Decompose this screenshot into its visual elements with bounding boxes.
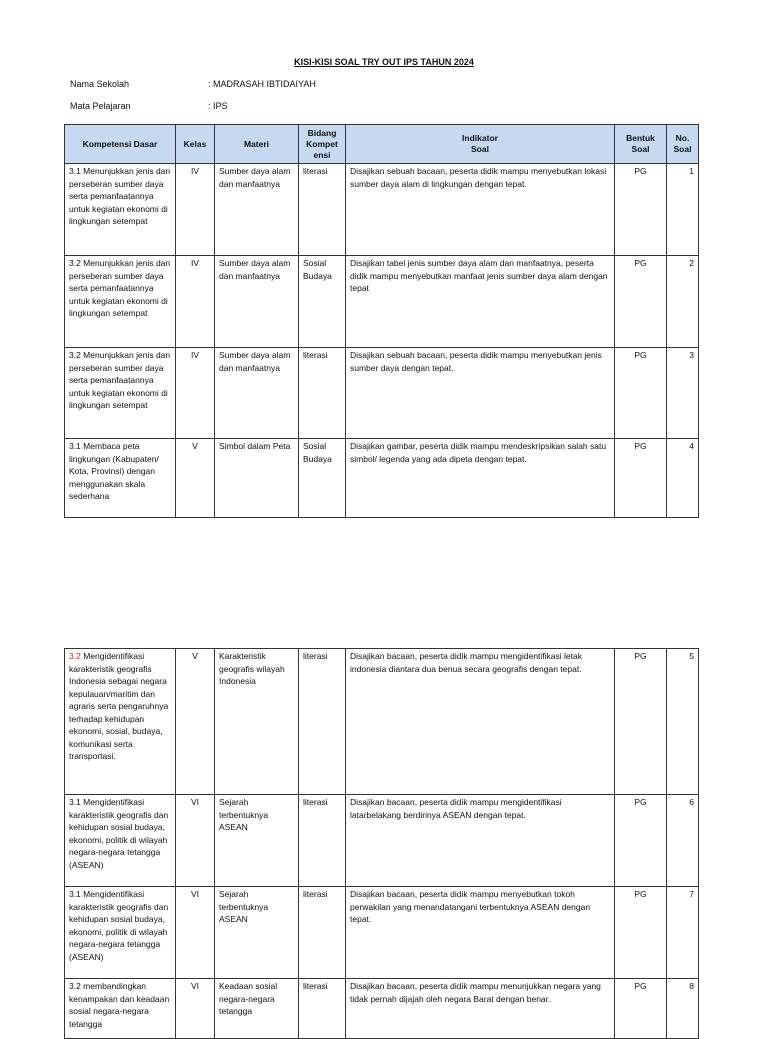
indikator-cell: Disajikan bacaan, peserta didik mampu mengidentifikasi letak indonesia diantara dua benua secara geografis dengan tepat. xyxy=(346,649,615,795)
materi-cell: Sumber daya alam dan manfaatnya xyxy=(215,256,299,348)
kompetensi-dasar-cell xyxy=(65,887,176,979)
bentuk-soal-cell: PG xyxy=(615,979,667,1039)
table-row xyxy=(65,164,699,256)
no-soal-cell: 3 xyxy=(667,348,699,439)
kompetensi-dasar-cell xyxy=(65,979,176,1039)
grid-table-page2 xyxy=(64,648,699,1039)
kelas-cell: IV xyxy=(176,164,215,256)
no-soal-cell: 1 xyxy=(667,164,699,256)
no-soal-cell: 5 xyxy=(667,649,699,795)
indikator-cell: Disajikan bacaan, peserta didik mampu menunjukkan negara yang tidak pernah dijajah oleh negara Barat dengan benar. xyxy=(346,979,615,1039)
table-row xyxy=(65,887,699,979)
kompetensi-dasar-cell xyxy=(65,256,176,348)
kd-text: 3.2 Menunjukkan jenis dan perseberan sumber daya serta pemanfaatannya untuk kegiatan ekonomi di lingkungan setempat xyxy=(69,350,171,410)
table-row xyxy=(65,439,699,518)
indikator-cell: Disajikan bacaan, peserta didik mampu mengidentifikasi latarbelakang berdirinya ASEAN dengan tepat. xyxy=(346,795,615,887)
bidang-cell: Sosial Budaya xyxy=(299,256,346,348)
bentuk-soal-cell: PG xyxy=(615,439,667,518)
document-title: KISI-KISI SOAL TRY OUT IPS TAHUN 2024 xyxy=(294,57,474,67)
bidang-cell: literasi xyxy=(299,795,346,887)
table-header-row xyxy=(65,125,699,164)
indikator-cell: Disajikan gambar, peserta didik mampu mendeskripsikan salah satu simbol/ legenda yang ada dipeta dengan tepat. xyxy=(346,439,615,518)
school-name-row xyxy=(70,79,316,89)
kelas-cell: IV xyxy=(176,348,215,439)
indikator-cell: Disajikan sebuah bacaan, peserta didik mampu menyebutkan lokasi sumber daya alam di lingkungan dengan tepat. xyxy=(346,164,615,256)
kelas-cell: VI xyxy=(176,979,215,1039)
kd-text: 3.1 Menunjukkan jenis dan perseberan sumber daya serta pemanfaatannya untuk kegiatan ekonomi di lingkungan setempat xyxy=(69,166,171,226)
bidang-cell: literasi xyxy=(299,979,346,1039)
materi-cell: Sejarah terbentuknya ASEAN xyxy=(215,887,299,979)
kd-text: 3.1 Membaca peta lingkungan (Kabupaten/ Kota, Provinsi) dengan menggunakan skala sederhana xyxy=(69,441,159,501)
bentuk-soal-cell: PG xyxy=(615,795,667,887)
kompetensi-dasar-cell xyxy=(65,439,176,518)
no-soal-cell: 8 xyxy=(667,979,699,1039)
bentuk-soal-cell: PG xyxy=(615,887,667,979)
header-bidang-kompetensi: Bidang Kompet ensi xyxy=(299,125,346,164)
kd-number-highlight: 3.2 xyxy=(69,651,81,661)
indikator-cell: Disajikan bacaan, peserta didik mampu menyebutkan tokoh perwakilan yang menandatangani terbentuknya ASEAN dengan tepat. xyxy=(346,887,615,979)
header-kompetensi-dasar: Kompetensi Dasar xyxy=(65,125,176,164)
kd-text: 3.2 membandingkan kenampakan dan keadaan sosial negara-negara tetangga xyxy=(69,981,170,1029)
kd-text: Mengidentifikasi karakteristik geografis Indonesia sebagai negara kepulauan/maritim dan agraris serta pengaruhnya terhadap kehidupan ekonomi, sosial, budaya, komunikasi serta transportasi. xyxy=(69,651,169,761)
bidang-cell: literasi xyxy=(299,887,346,979)
kelas-cell: VI xyxy=(176,795,215,887)
kelas-cell: VI xyxy=(176,887,215,979)
bentuk-soal-cell: PG xyxy=(615,164,667,256)
header-bentuk-soal: Bentuk Soal xyxy=(615,125,667,164)
kelas-cell: V xyxy=(176,439,215,518)
kelas-cell: V xyxy=(176,649,215,795)
indikator-cell: Disajikan sebuah bacaan, peserta didik mampu menyebutkan jenis sumber daya dengan tepat. xyxy=(346,348,615,439)
kd-text: 3.1 Mengidentifikasi karakteristik geografis dan kehidupan sosial budaya, ekonomi, politik di wilayah negara-negara tetangga (ASEAN) xyxy=(69,797,169,870)
bentuk-soal-cell: PG xyxy=(615,256,667,348)
header-materi: Materi xyxy=(215,125,299,164)
grid-table-page1 xyxy=(64,124,699,518)
header-indikator-soal: Indikator Soal xyxy=(346,125,615,164)
materi-cell: Sumber daya alam dan manfaatnya xyxy=(215,164,299,256)
no-soal-cell: 4 xyxy=(667,439,699,518)
bidang-cell: Sosial Budaya xyxy=(299,439,346,518)
indikator-cell: Disajikan tabel jenis sumber daya alam dan manfaatnya, peserta didik mampu menyebutkan manfaat jenis sumber daya alam dengan tepat xyxy=(346,256,615,348)
materi-cell: Simbol dalam Peta xyxy=(215,439,299,518)
materi-cell: Sumber daya alam dan manfaatnya xyxy=(215,348,299,439)
kompetensi-dasar-cell xyxy=(65,164,176,256)
kompetensi-dasar-cell xyxy=(65,795,176,887)
no-soal-cell: 6 xyxy=(667,795,699,887)
no-soal-cell: 2 xyxy=(667,256,699,348)
bentuk-soal-cell: PG xyxy=(615,649,667,795)
materi-cell: Karakteristik geografis wilayah Indonesia xyxy=(215,649,299,795)
bidang-cell: literasi xyxy=(299,649,346,795)
kd-text: 3.2 Menunjukkan jenis dan perseberan sumber daya serta pemanfaatannya untuk kegiatan ekonomi di lingkungan setempat xyxy=(69,258,171,318)
materi-cell: Sejarah terbentuknya ASEAN xyxy=(215,795,299,887)
subject-value: : IPS xyxy=(208,101,228,111)
school-name-value: : MADRASAH IBTIDAIYAH xyxy=(208,79,316,89)
kompetensi-dasar-cell xyxy=(65,649,176,795)
table-row xyxy=(65,348,699,439)
subject-label: Mata Pelajaran xyxy=(70,101,131,111)
kompetensi-dasar-cell xyxy=(65,348,176,439)
kd-text: 3.1 Mengidentifikasi karakteristik geografis dan kehidupan sosial budaya, ekonomi, politik di wilayah negara-negara tetangga (ASEAN) xyxy=(69,889,169,962)
school-name-label: Nama Sekolah xyxy=(70,79,130,89)
subject-row xyxy=(70,101,228,111)
bidang-cell: literasi xyxy=(299,348,346,439)
header-kelas: Kelas xyxy=(176,125,215,164)
materi-cell: Keadaan sosial negara-negara tetangga xyxy=(215,979,299,1039)
table-row xyxy=(65,256,699,348)
table-row xyxy=(65,649,699,795)
kelas-cell: IV xyxy=(176,256,215,348)
bentuk-soal-cell: PG xyxy=(615,348,667,439)
header-no-soal: No. Soal xyxy=(667,125,699,164)
bidang-cell: literasi xyxy=(299,164,346,256)
no-soal-cell: 7 xyxy=(667,887,699,979)
table-row xyxy=(65,979,699,1039)
table-row xyxy=(65,795,699,887)
